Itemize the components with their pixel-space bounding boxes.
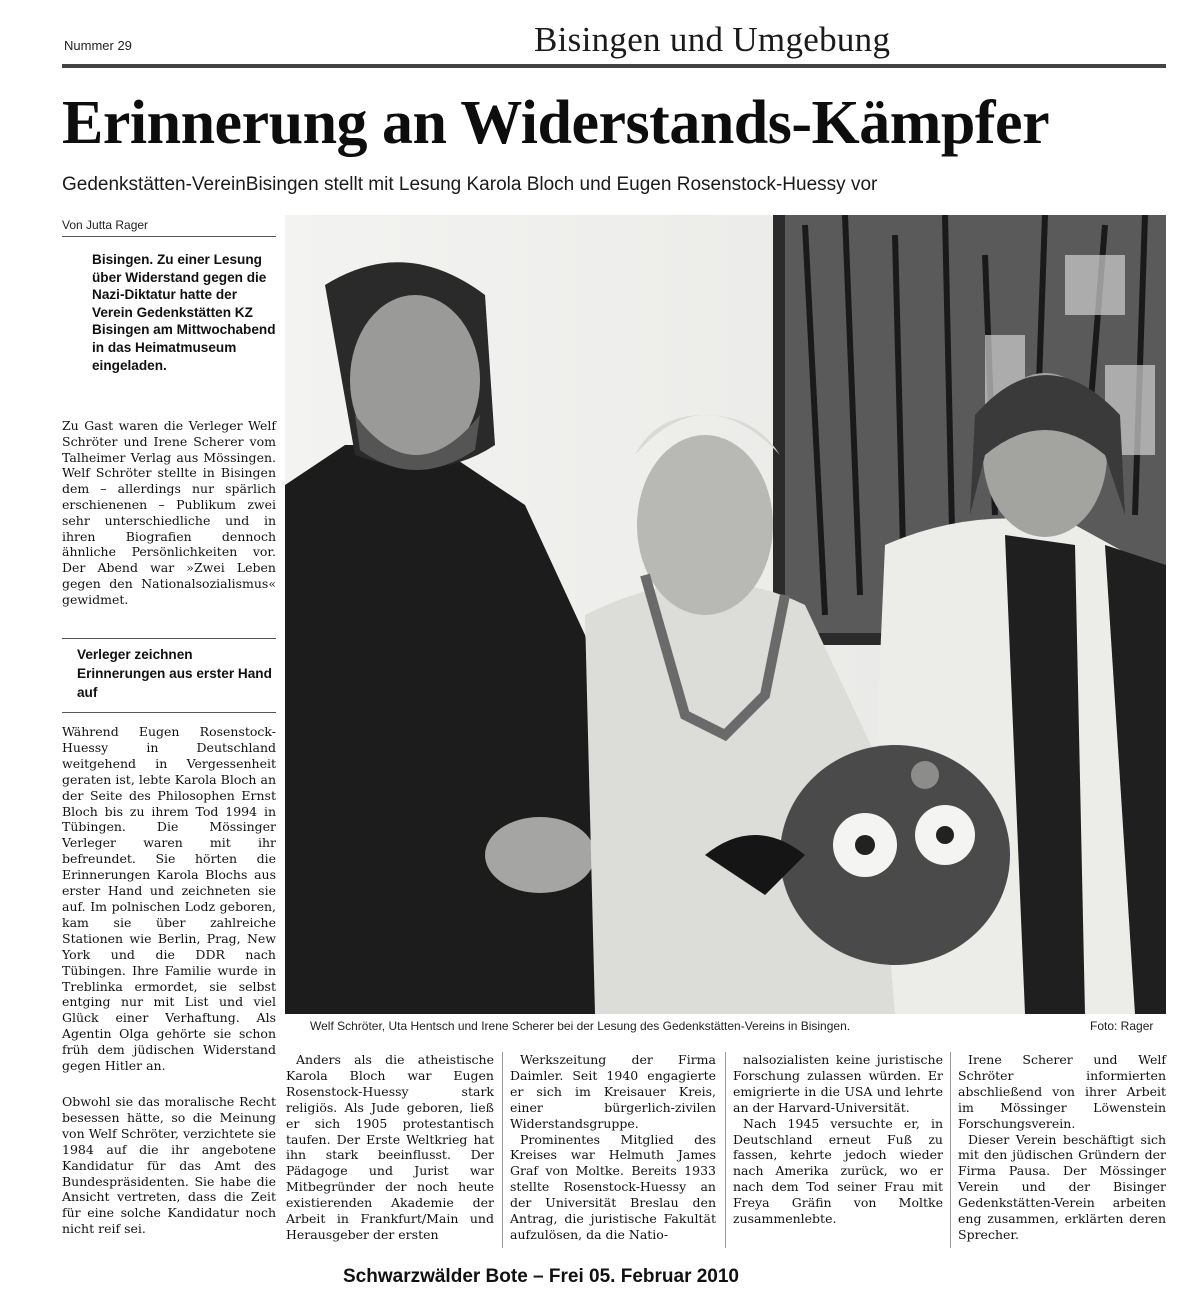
paragraph-candidacy: Obwohl sie das moralische Recht besessen hätte, so die Meinung von Welf Schröter, verzichtete sie 1984 auf die ihr angebotene Kandidatur für das Amt des Bundespräsidenten. Sie habe die Ansicht vertreten, dass die Zeit für eine solche Kandidatur noch nicht reif sei. <box>62 1094 276 1237</box>
article-subheadline: Gedenkstätten-VereinBisingen stellt mit Lesung Karola Bloch und Eugen Rosenstock-Huessy vor <box>62 174 878 195</box>
intertitle-bottom-rule <box>62 712 276 713</box>
paragraph-guests: Zu Gast waren die Verleger Welf Schröter und Irene Scherer vom Talheimer Verlag aus Mössingen. Welf Schröter stellte in Bisingen dem – allerdings nur spärlich erschienenen – Publikum zwei sehr unterschiedliche und in ihren Biografien dennoch ähnliche Persönlichkeiten vor. Der Abend war »Zwei Leben gegen den Nationalsozialismus« gewidmet. <box>62 418 276 607</box>
intertitle: Verleger zeichnen Erinnerungen aus erster Hand auf <box>77 647 272 700</box>
column-divider <box>502 1052 503 1248</box>
article-column-4 <box>958 1052 1166 1243</box>
article-column-1 <box>286 1052 494 1243</box>
column-paragraph: Irene Scherer und Welf Schröter informierten abschließend von ihrer Arbeit im Mössinger Löwenstein Forschungsverein. <box>958 1052 1166 1131</box>
column-paragraph: Nach 1945 versuchte er, in Deutschland erneut Fuß zu fassen, kehrte jedoch wieder nach Amerika zurück, wo er nach dem Tod seiner Frau mit Freya Gräfin von Moltke zusammenlebte. <box>733 1115 943 1227</box>
photo-credit: Foto: Rager <box>1090 1019 1154 1033</box>
photo-caption: Welf Schröter, Uta Hentsch und Irene Scherer bei der Lesung des Gedenkstätten-Vereins in Bisingen. <box>310 1019 851 1033</box>
column-paragraph: Anders als die atheistische Karola Bloch war Eugen Rosenstock-Huessy stark religiös. Als Jude geboren, ließ er sich 1905 protestantisch taufen. Der Erste Weltkrieg hat ihn stark beeinflusst. Der Pädagoge und Jurist war Mitbegründer der noch heute existierenden Akademie der Arbeit in Frankfurt/Main und Herausgeber der ersten <box>286 1052 494 1242</box>
article-column-2 <box>510 1052 716 1243</box>
byline-rule <box>62 236 276 237</box>
column-divider <box>725 1052 726 1248</box>
article-column-3 <box>733 1052 943 1227</box>
column-paragraph: Prominentes Mitglied des Kreises war Helmuth James Graf von Moltke. Bereits 1933 stellte Rosenstock-Huessy an der Universität Breslau den Antrag, die juristische Fakultät aufzulösen, da die Natio- <box>510 1131 716 1242</box>
column-paragraph: Werkszeitung der Firma Daimler. Seit 1940 engagierte er sich im Kreisauer Kreis, einer bürgerlich-zivilen Widerstandsgruppe. <box>510 1052 716 1131</box>
lead-paragraph: Bisingen. Zu einer Lesung über Widerstand gegen die Nazi-Diktatur hatte der Verein Gedenkstätten KZ Bisingen am Mittwochabend in das Heimatmuseum eingeladen. <box>92 252 276 373</box>
article-photo <box>285 215 1166 1014</box>
article-headline: Erinnerung an Widerstands-Kämpfer <box>62 89 1050 157</box>
byline: Von Jutta Rager <box>62 218 149 232</box>
section-title: Bisingen und Umgebung <box>534 20 891 59</box>
column-paragraph: nalsozialisten keine juristische Forschung zulassen würden. Er emigrierte in die USA und lehrte an der Harvard-Universität. <box>733 1052 943 1115</box>
photo-illustration <box>285 215 1166 1014</box>
column-divider <box>950 1052 951 1248</box>
intertitle-top-rule <box>62 638 276 639</box>
column-paragraph: Dieser Verein beschäftigt sich mit den jüdischen Gründern der Firma Pausa. Der Mössinger Verein und der Bisinger Gedenkstätten-Verein arbeiten eng zusammen, erklärten deren Sprecher. <box>958 1131 1166 1242</box>
issue-number: Nummer 29 <box>64 38 132 53</box>
publication-source: Schwarzwälder Bote – Frei 05. Februar 2010 <box>343 1266 740 1287</box>
header-rule <box>62 64 1166 68</box>
paragraph-karola-bloch: Während Eugen Rosenstock-Huessy in Deutschland weitgehend in Vergessenheit geraten ist, lebte Karola Bloch an der Seite des Philosophen Ernst Bloch bis zu ihrem Tod 1994 in Tübingen. Die Mössinger Verleger waren mit ihr befreundet. Sie hörten die Erinnerungen Karola Blochs aus erster Hand und zeichneten sie auf. Im polnischen Lodz geboren, kam sie über zahlreiche Stationen wie Berlin, Prag, New York und die DDR nach Tübingen. Ihre Familie wurde in Treblinka ermordet, sie selbst entging nur mit List und viel Glück einer Verhaftung. Als Agentin Olga gehörte sie schon früh dem jüdischen Widerstand gegen Hitler an. <box>62 724 276 1074</box>
